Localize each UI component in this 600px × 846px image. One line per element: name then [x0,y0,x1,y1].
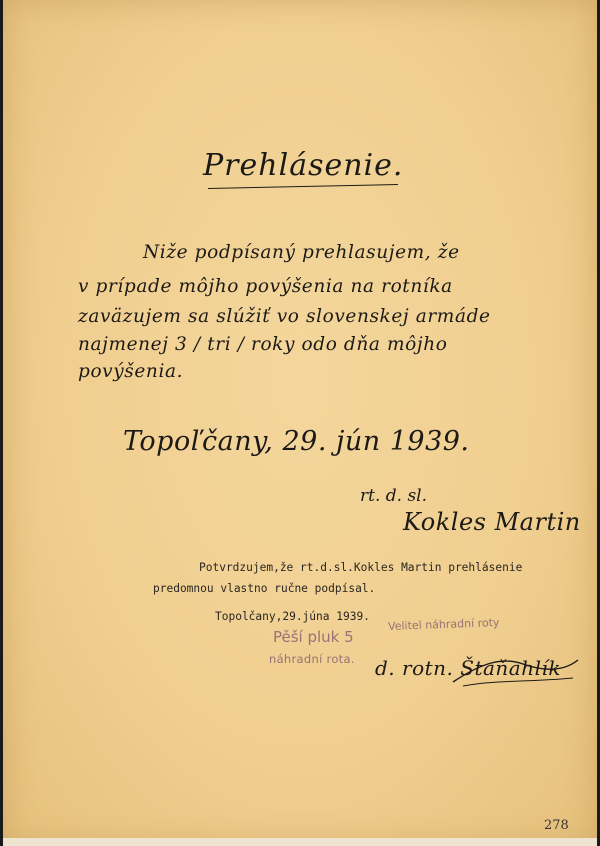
body-line-2: v prípade môjho povýšenia na rotníka [78,276,453,297]
page-bottom-edge [3,838,597,846]
signature-flourish [443,652,583,692]
body-line-1: Niže podpísaný prehlasujem, že [143,242,460,263]
body-line-4: najmenej 3 / tri / roky odo dňa môjho [78,334,448,355]
stamp-unit: Pěší pluk 5 [273,628,354,646]
stamp-unit-sub: náhradní rota. [269,652,355,666]
confirmation-line-1: Potvrdzujem,že rt.d.sl.Kokles Martin prehlásenie [199,561,523,574]
body-line-3: zaväzujem sa slúžiť vo slovenskej armáde [78,306,491,327]
archive-number: 278 [544,818,569,833]
body-line-5: povýšenia. [78,361,184,382]
signature-name: Kokles Martin [403,508,581,536]
document-page [3,0,597,846]
signature-rank: rt. d. sl. [360,486,428,506]
document-title: Prehlásenie. [203,148,404,183]
stamp-commander: Velitel náhradní roty [387,616,500,633]
title-underline [208,184,398,189]
confirmation-line-2: predomnou vlastno ručne podpísal. [153,582,376,595]
commander-signature: d. rotn. Štaňahlík [375,656,562,680]
typed-place-date: Topolčany,29.júna 1939. [215,610,370,623]
handwritten-place-date: Topoľčany, 29. jún 1939. [123,426,470,457]
